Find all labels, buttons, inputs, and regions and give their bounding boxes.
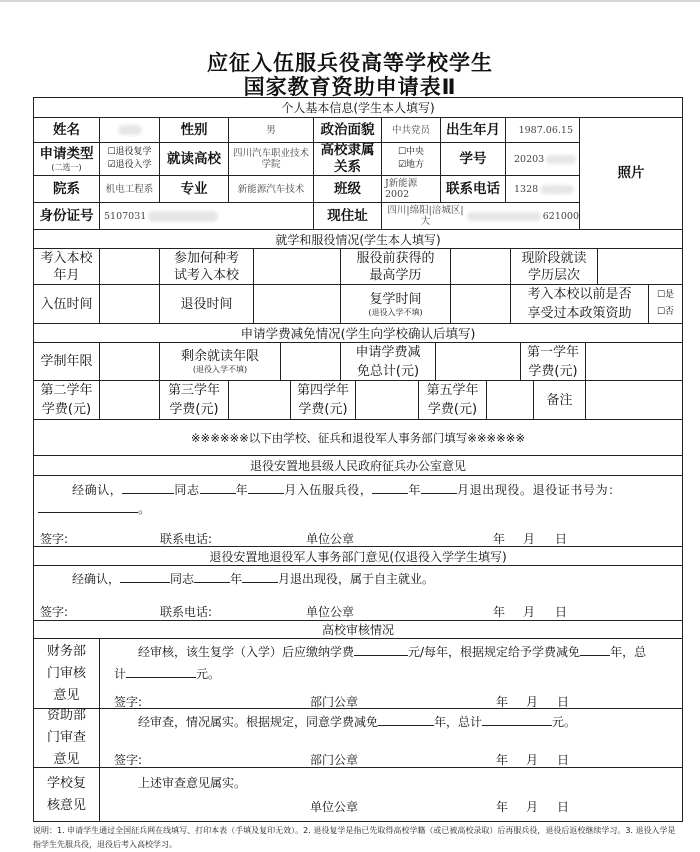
text: 经确认，: [72, 483, 123, 497]
text: 年: [408, 483, 422, 497]
review-label: 学校复核意见: [33, 767, 100, 822]
birth-field[interactable]: 1987.06.15: [505, 117, 580, 143]
section5-date-month: 月: [523, 605, 536, 619]
student-id-value: 20203: [514, 153, 545, 165]
phone-value: 1328: [514, 183, 539, 195]
aid-line1: [138, 713, 576, 730]
text: 年，总: [610, 645, 647, 659]
text: 月退出现役。退役证书号为：: [457, 483, 621, 497]
finance-line2: [114, 665, 220, 682]
section4-confirm-line: [72, 481, 621, 498]
discharge-field[interactable]: [253, 284, 341, 324]
text: 元/每年，根据规定给予学费减免: [408, 645, 581, 659]
blank-name[interactable]: [120, 570, 170, 583]
years-label: 学制年限: [33, 342, 100, 381]
affiliation-label: 高校隶属关系: [313, 142, 382, 176]
class-label: 班级: [313, 175, 382, 203]
blank-enlist-month[interactable]: [248, 481, 284, 494]
resume-label: [340, 284, 451, 324]
y4-label: 第四学年学费(元): [290, 380, 356, 420]
finance-seal: 部门公章: [310, 695, 359, 709]
text: 。: [138, 502, 151, 516]
section5-date-year: 年: [493, 605, 506, 619]
education-label: 服役前获得的最高学历: [340, 248, 451, 285]
aid-date-year: 年: [496, 753, 509, 767]
exam-label: 参加何种考试考入本校: [159, 248, 254, 285]
finance-line1: [138, 643, 646, 660]
resume-field[interactable]: [450, 284, 511, 324]
student-id-label: 学号: [440, 142, 506, 176]
text: 计: [114, 667, 127, 681]
address-label: 现住址: [313, 202, 382, 230]
section5-confirm-line: [72, 570, 434, 587]
y1-field[interactable]: [585, 342, 683, 381]
y4-field[interactable]: [355, 380, 419, 420]
section1-header: 个人基本信息(学生本人填写): [33, 97, 683, 118]
id-field[interactable]: [99, 202, 314, 230]
text: 月入伍服兵役，: [284, 483, 373, 497]
blank-name[interactable]: [122, 481, 174, 494]
text: 月退出现役，属于自主就业。: [278, 572, 435, 586]
remaining-label-text: 剩余就读年限: [180, 349, 259, 364]
enroll-date-field[interactable]: [99, 248, 160, 285]
review-seal: 单位公章: [310, 800, 359, 814]
photo-box: 照片: [579, 117, 683, 230]
checkbox-central[interactable]: ☐中央: [397, 147, 425, 157]
footnote: 说明：1. 申请学生通过全国征兵网在线填写、打印本表（手填及复印无效）。2. 退役复学是指已先取得高校学籍（或已被高校录取）后再服兵役，退役后返校继续学习。3. 退役入学是指学生先服兵役，退役后考入高校学习。: [33, 826, 676, 849]
aid-label: 资助部门审查意见: [33, 708, 100, 768]
checkbox-enroll-after-service[interactable]: ☑退役入学: [107, 160, 152, 170]
section4-seal: 单位公章: [306, 532, 355, 546]
phone-label: 联系电话: [440, 175, 506, 203]
school-field[interactable]: 四川汽车职业技术学院: [228, 142, 314, 176]
address-value-start: 四川|绵阳|涪城区|大: [387, 205, 464, 227]
section4-sign: 签字:: [40, 532, 69, 546]
section5-date-day: 日: [555, 605, 568, 619]
aid-date-day: 日: [557, 753, 570, 767]
aid-seal: 部门公章: [310, 753, 359, 767]
blank-total[interactable]: [482, 713, 552, 726]
text: 元。: [552, 715, 577, 729]
resume-label-text: 复学时间: [369, 291, 422, 307]
apply-type-label: [33, 142, 100, 176]
blank-discharge-year[interactable]: [372, 481, 408, 494]
blank-cert-number[interactable]: [38, 500, 138, 513]
text: 经审查，情况属实。根据规定，同意学费减免: [138, 715, 379, 729]
major-label: 专业: [159, 175, 229, 203]
apply-type-sub: (二选一): [51, 162, 82, 172]
section4-date-year: 年: [493, 532, 506, 546]
finance-sign: 签字:: [114, 695, 143, 709]
blank-total[interactable]: [126, 665, 196, 678]
y5-field[interactable]: [486, 380, 534, 420]
aid-sign: 签字:: [114, 753, 143, 767]
blank-month[interactable]: [242, 570, 278, 583]
text: 经确认，: [72, 572, 121, 586]
blank-year[interactable]: [194, 570, 230, 583]
remaining-label: [159, 342, 281, 381]
prior-aid-label: 考入本校以前是否享受过本政策资助: [510, 284, 649, 324]
political-label: 政治面貌: [313, 117, 382, 143]
review-date-year: 年: [496, 800, 509, 814]
blank-discharge-month[interactable]: [421, 481, 457, 494]
education-field[interactable]: [450, 248, 511, 285]
total-field[interactable]: [435, 342, 521, 381]
enlist-label: 入伍时间: [33, 284, 100, 324]
remark-field[interactable]: [585, 380, 683, 420]
section5-sign: 签字:: [40, 605, 69, 619]
y5-label: 第五学年学费(元): [418, 380, 487, 420]
section6-header: 高校审核情况: [33, 620, 683, 639]
text: 元。: [196, 667, 221, 681]
section4-cert-line: [38, 500, 150, 517]
form-title-line2: 国家教育资助申请表Ⅱ: [243, 75, 457, 99]
section4-date-day: 日: [555, 532, 568, 546]
id-value: 5107031: [104, 210, 147, 222]
y3-field[interactable]: [228, 380, 291, 420]
section4-header: 退役安置地县级人民政府征兵办公室意见: [33, 455, 683, 476]
section5-header: 退役安置地退役军人事务部门意见(仅退役入学学生填写): [33, 546, 683, 566]
blank-waiver-years[interactable]: [580, 643, 610, 656]
gender-field[interactable]: 男: [228, 117, 314, 143]
top-border: [0, 0, 700, 2]
discharge-label: 退役时间: [159, 284, 254, 324]
resume-sub: (退役入学不填): [368, 307, 423, 317]
finance-date-year: 年: [496, 695, 509, 709]
phone-field[interactable]: [505, 175, 580, 203]
apply-type-options: [99, 142, 160, 176]
enlist-field[interactable]: [99, 284, 160, 324]
major-field[interactable]: 新能源汽车技术: [228, 175, 314, 203]
checkbox-local[interactable]: ☑地方: [397, 160, 425, 170]
section5-seal: 单位公章: [306, 605, 355, 619]
aid-date-month: 月: [526, 753, 539, 767]
text: 经审核，该生复学（入学）后应缴纳学费: [138, 645, 355, 659]
review-date-month: 月: [526, 800, 539, 814]
section3-header: 申请学费减免情况(学生向学校确认后填写): [33, 323, 683, 343]
years-field[interactable]: [99, 342, 160, 381]
address-field[interactable]: [381, 202, 580, 230]
school-label: 就读高校: [159, 142, 229, 176]
total-label: 申请学费减免总计(元): [340, 342, 436, 381]
dept-label: 院系: [33, 175, 100, 203]
text: 年: [230, 572, 243, 586]
staff-only-divider: ※※※※※※以下由学校、征兵和退役军人事务部门填写※※※※※※: [33, 419, 683, 456]
name-field[interactable]: [99, 117, 160, 143]
name-label: 姓名: [33, 117, 100, 143]
blank-fee-per-year[interactable]: [354, 643, 408, 656]
finance-date-month: 月: [526, 695, 539, 709]
apply-type-label-text: 申请类型: [39, 145, 94, 162]
text: 同志: [170, 572, 195, 586]
dept-field[interactable]: 机电工程系: [99, 175, 160, 203]
remaining-sub: (退役入学不填): [192, 365, 248, 374]
blank-enlist-year[interactable]: [200, 481, 236, 494]
political-field[interactable]: 中共党员: [381, 117, 441, 143]
remark-label: 备注: [533, 380, 586, 420]
finance-date-day: 日: [557, 695, 570, 709]
y1-label: 第一学年学费(元): [520, 342, 586, 381]
affiliation-options: [381, 142, 441, 176]
checkbox-yes[interactable]: ☐是: [656, 290, 675, 300]
prior-aid-options: [648, 284, 683, 324]
blank-waiver-years[interactable]: [378, 713, 434, 726]
current-level-label: 现阶段就读学历层次: [510, 248, 598, 285]
address-value-end: 621000: [542, 210, 579, 222]
finance-label: 财务部门审核意见: [33, 638, 100, 709]
exam-field[interactable]: [253, 248, 341, 285]
birth-label: 出生年月: [440, 117, 506, 143]
section4-date-month: 月: [523, 532, 536, 546]
y2-label: 第二学年学费(元): [33, 380, 100, 420]
checkbox-resume-study[interactable]: ☐退役复学: [107, 147, 152, 157]
text: 年: [235, 483, 249, 497]
id-label: 身份证号: [33, 202, 100, 230]
text: 年，总计: [434, 715, 483, 729]
student-id-field[interactable]: [505, 142, 580, 176]
class-field[interactable]: J新能源2002: [381, 175, 441, 203]
section2-header: 就学和服役情况(学生本人填写): [33, 229, 683, 249]
checkbox-no[interactable]: ☐否: [656, 307, 675, 317]
section5-phone: 联系电话:: [160, 605, 213, 619]
enroll-date-label: 考入本校年月: [33, 248, 100, 285]
review-date-day: 日: [557, 800, 570, 814]
form-title-line1: 应征入伍服兵役高等学校学生: [207, 51, 493, 75]
text: 同志: [174, 483, 200, 497]
review-text: 上述审查意见属实。: [138, 776, 247, 790]
y3-label: 第三学年学费(元): [159, 380, 229, 420]
remaining-field[interactable]: [280, 342, 341, 381]
current-level-field[interactable]: [597, 248, 683, 285]
section4-phone: 联系电话:: [160, 532, 213, 546]
y2-field[interactable]: [99, 380, 160, 420]
gender-label: 性别: [159, 117, 229, 143]
